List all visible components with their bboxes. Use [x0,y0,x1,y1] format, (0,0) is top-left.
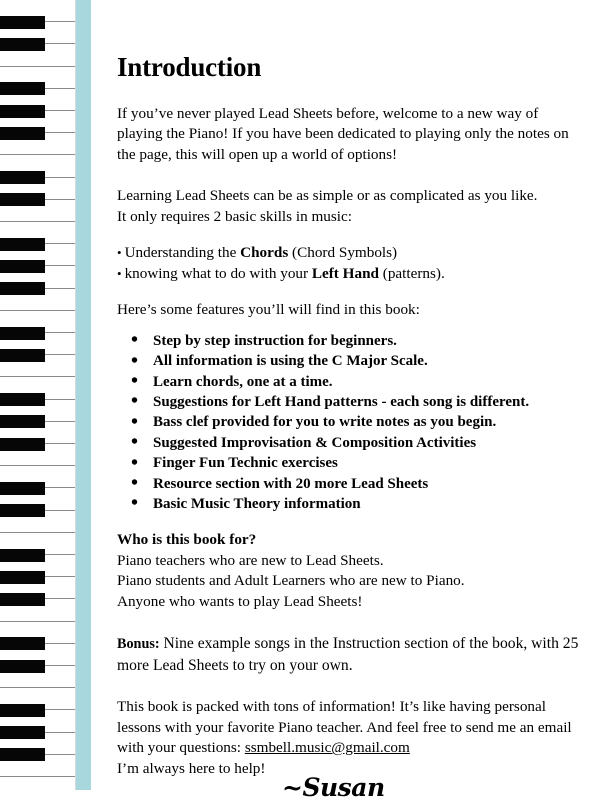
spacer [117,165,579,186]
spacer [117,83,579,104]
list-item: • Basic Music Theory information [117,494,579,514]
skill-text-post: (Chord Symbols) [288,244,398,262]
list-item: • Resource section with 20 more Lead Sheets [117,474,579,494]
piano-black-key [0,482,45,495]
signature: ~Susan [282,773,385,802]
skill-bullet-icon: • [117,265,122,281]
skill-bullet-icon: • [117,245,122,261]
piano-black-key [0,171,45,184]
piano-black-key [0,660,45,673]
piano-black-key [0,704,45,717]
intro-paragraph-1: If you’ve never played Lead Sheets before, welcome to a new way of playing the Piano! If you have been dedicated to playing only the notes on the page, this will open up a world of options! [117,104,569,163]
piano-black-key [0,38,45,51]
piano-black-key [0,748,45,761]
list-item: • Suggested Improvisation & Composition Activities [117,433,579,453]
piano-black-key [0,16,45,29]
page-title: Introduction [117,52,262,82]
piano-black-key [0,637,45,650]
list-item: • Suggestions for Left Hand patterns - each song is different. [117,392,579,412]
audience-line: Piano students and Adult Learners who are new to Piano. [117,572,465,590]
piano-black-key [0,349,45,362]
piano-black-key [0,238,45,251]
piano-black-key [0,127,45,140]
audience-line: Anyone who wants to play Lead Sheets! [117,592,363,610]
piano-black-key [0,82,45,95]
spacer [117,612,579,633]
skill-text-bold: Chords [240,244,289,262]
piano-black-key [0,438,45,451]
list-item: • Step by step instruction for beginners. [117,331,579,351]
piano-black-key [0,193,45,206]
list-item: • Bass clef provided for you to write notes as you begin. [117,412,579,432]
piano-black-key [0,593,45,606]
skill-text-pre: Understanding the [124,244,241,262]
piano-black-key [0,415,45,428]
audience-heading: Who is this book for? [117,531,257,549]
intro-paragraph-2-line-1: Learning Lead Sheets can be as simple or as complicated as you like. [117,187,538,205]
piano-black-key [0,105,45,118]
piano-black-key [0,504,45,517]
spacer [117,514,579,530]
features-list [117,331,579,515]
closing-paragraph [117,697,579,779]
skill-item-chords [117,243,579,264]
bonus-label: Bonus: [117,636,160,653]
skill-text-bold: Left Hand [311,264,379,282]
list-item: • All information is using the C Major Scale. [117,351,579,371]
bonus-paragraph [117,633,579,676]
piano-black-key [0,260,45,273]
blue-accent-stripe [76,0,91,790]
piano-black-key [0,282,45,295]
spacer [117,676,579,697]
piano-black-key [0,571,45,584]
bonus-text: Nine example songs in the Instruction section of the book, with 25 more Lead Sheets to try on your own. [117,635,579,675]
features-lead-in: Here’s some features you’ll will find in this book: [117,301,420,319]
piano-black-key [0,726,45,739]
spacer [117,284,579,300]
skill-item-left-hand [117,264,579,285]
closing-sign-off: I’m always here to help! [117,759,266,777]
piano-black-key [0,393,45,406]
piano-white-key [0,777,75,790]
spacer [117,227,579,243]
audience-line: Piano teachers who are new to Lead Sheets. [117,551,384,569]
spacer [117,321,579,331]
document-content [117,0,579,802]
piano-black-key [0,549,45,562]
list-item: • Finger Fun Technic exercises [117,453,579,473]
intro-paragraph-2-line-2: It only requires 2 basic skills in music: [117,207,352,225]
email-link[interactable]: ssmbell.music@gmail.com [244,739,410,757]
list-item: • Learn chords, one at a time. [117,372,579,392]
piano-black-key [0,327,45,340]
skill-text-pre: knowing what to do with your [124,264,312,282]
piano-keyboard-border [0,0,75,790]
closing-text: This book is packed with tons of information! It’s like having personal lessons with your favorite Piano teacher. And feel free to send me an email with your questions: [117,698,572,757]
skill-text-post: (patterns). [378,264,445,282]
